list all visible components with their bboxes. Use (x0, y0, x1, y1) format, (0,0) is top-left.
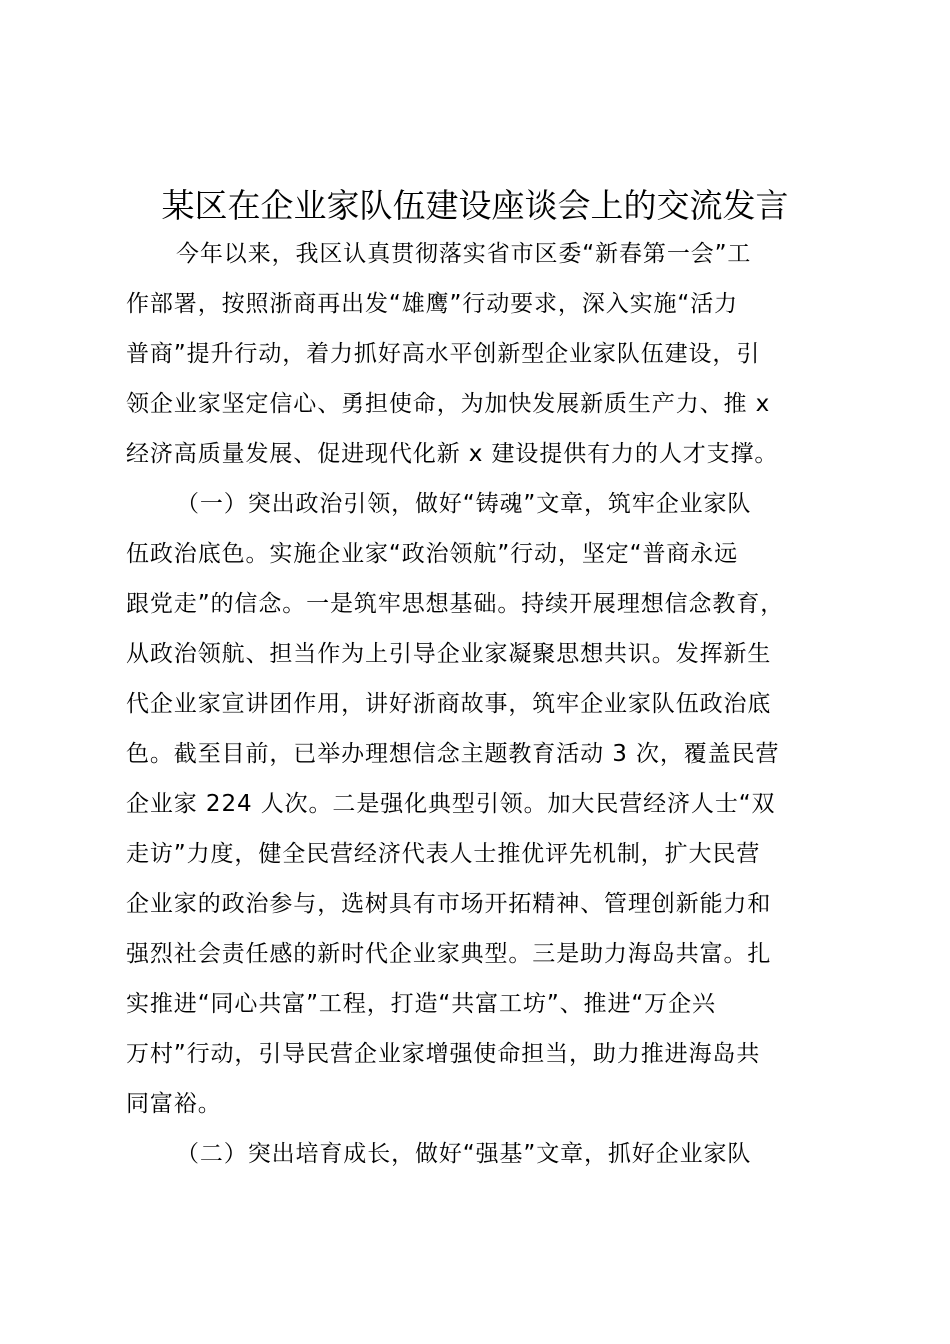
paragraph-line: （二）突出培育成长，做好“强基”文章，抓好企业家队 (176, 1141, 752, 1167)
paragraph-line: 代企业家宣讲团作用，讲好浙商故事，筑牢企业家队伍政治底 (126, 691, 772, 717)
paragraph-line: 企业家的政治参与，选树具有市场开拓精神、管理创新能力和 (126, 891, 772, 917)
paragraph-line: 作部署，按照浙商再出发“雄鹰”行动要求，深入实施“活力 (126, 291, 739, 317)
paragraph-line: 从政治领航、担当作为上引导企业家凝聚思想共识。发挥新生 (126, 641, 772, 667)
paragraph-line: 伍政治底色。实施企业家“政治领航”行动，坚定“普商永远 (126, 541, 739, 567)
document-title: 某区在企业家队伍建设座谈会上的交流发言 (161, 186, 789, 225)
paragraph-line: 实推进“同心共富”工程，打造“共富工坊”、推进“万企兴 (126, 991, 716, 1017)
paragraph-line: 今年以来，我区认真贯彻落实省市区委“新春第一会”工 (176, 241, 752, 267)
paragraph-line: 万村”行动，引导民营企业家增强使命担当，助力推进海岛共 (126, 1041, 761, 1067)
paragraph-line: 经济高质量发展、促进现代化新 x 建设提供有力的人才支撑。 (126, 441, 779, 467)
document-body (126, 229, 838, 1179)
paragraph-line: 普商”提升行动，着力抓好高水平创新型企业家队伍建设，引 (126, 341, 761, 367)
paragraph-line: 走访”力度，健全民营经济代表人士推优评先机制，扩大民营 (126, 841, 761, 867)
paragraph-line: 领企业家坚定信心、勇担使命，为加快发展新质生产力、推 x (126, 391, 771, 417)
paragraph-line: 强烈社会责任感的新时代企业家典型。三是助力海岛共富。扎 (126, 941, 772, 967)
paragraph-line: 企业家 224 人次。二是强化典型引领。加大民营经济人士“双 (126, 791, 776, 817)
paragraph-line: 同富裕。 (126, 1091, 222, 1117)
paragraph-line: 色。截至目前，已举办理想信念主题教育活动 3 次，覆盖民营 (126, 741, 780, 767)
paragraph-line: 跟党走”的信念。一是筑牢思想基础。持续开展理想信念教育， (126, 591, 785, 617)
paragraph-line: （一）突出政治引领，做好“铸魂”文章，筑牢企业家队 (176, 491, 752, 517)
